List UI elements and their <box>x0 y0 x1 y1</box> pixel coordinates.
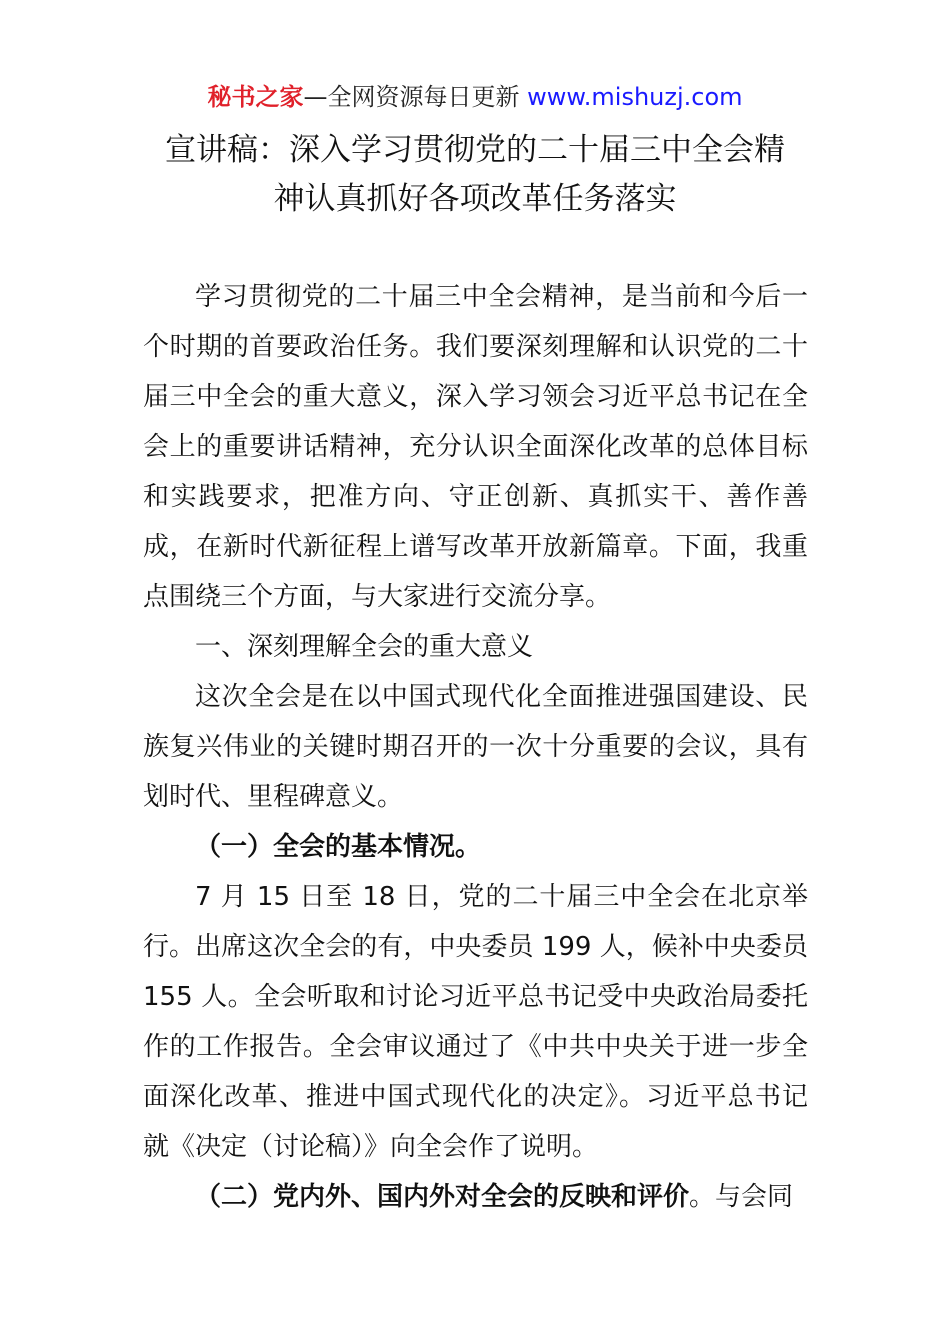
title-line-2: 神认真抓好各项改革任务落实 <box>273 181 677 217</box>
paragraph-line: 会上的重要讲话精神，充分认识全面深化改革的总体目标 <box>143 432 808 462</box>
paragraph-line: 和实践要求，把准方向、守正创新、真抓实干、善作善 <box>143 482 808 512</box>
brand-name: 秘书之家 <box>207 83 304 111</box>
subsection-heading-bold: （二）党内外、国内外对全会的反映和评价 <box>195 1182 690 1212</box>
paragraph-line: 学习贯彻党的二十届三中全会精神，是当前和今后一 <box>195 282 808 312</box>
paragraph-line: 作的工作报告。全会审议通过了《中共中央关于进一步全 <box>143 1032 808 1062</box>
subsection-heading: （一）全会的基本情况。 <box>195 832 482 862</box>
paragraph-line: 155 人。全会听取和讨论习近平总书记受中央政治局委托 <box>143 982 808 1012</box>
paragraph-line: 族复兴伟业的关键时期召开的一次十分重要的会议，具有 <box>143 732 808 762</box>
paragraph-line: 这次全会是在以中国式现代化全面推进强国建设、民 <box>195 682 808 712</box>
paragraph-line: 划时代、里程碑意义。 <box>143 782 404 812</box>
site-banner <box>0 80 950 114</box>
paragraph-line: 成，在新时代新征程上谱写改革开放新篇章。下面，我重 <box>143 532 808 562</box>
subsection-heading-mixed <box>143 1172 808 1222</box>
site-url-link[interactable]: www.mishuzj.com <box>527 83 743 111</box>
title-line-1: 宣讲稿：深入学习贯彻党的二十届三中全会精 <box>165 132 785 168</box>
section-heading: 一、深刻理解全会的重大意义 <box>195 632 534 662</box>
document-title <box>95 126 855 224</box>
paragraph-line: 点围绕三个方面，与大家进行交流分享。 <box>143 582 612 612</box>
paragraph-line: 就《决定（讨论稿）》向全会作了说明。 <box>143 1132 599 1162</box>
subsection-heading-continuation: 。与会同 <box>689 1182 794 1212</box>
document-body <box>143 272 808 1222</box>
paragraph-line: 面深化改革、推进中国式现代化的决定》。习近平总书记 <box>143 1082 808 1112</box>
paragraph-line: 7 月 15 日至 18 日，党的二十届三中全会在北京举 <box>195 882 808 912</box>
paragraph-line: 届三中全会的重大意义，深入学习领会习近平总书记在全 <box>143 382 808 412</box>
banner-tagline: —全网资源每日更新 <box>303 83 528 111</box>
paragraph-line: 行。出席这次全会的有，中央委员 199 人，候补中央委员 <box>143 932 808 962</box>
paragraph-line: 个时期的首要政治任务。我们要深刻理解和认识党的二十 <box>143 332 808 362</box>
